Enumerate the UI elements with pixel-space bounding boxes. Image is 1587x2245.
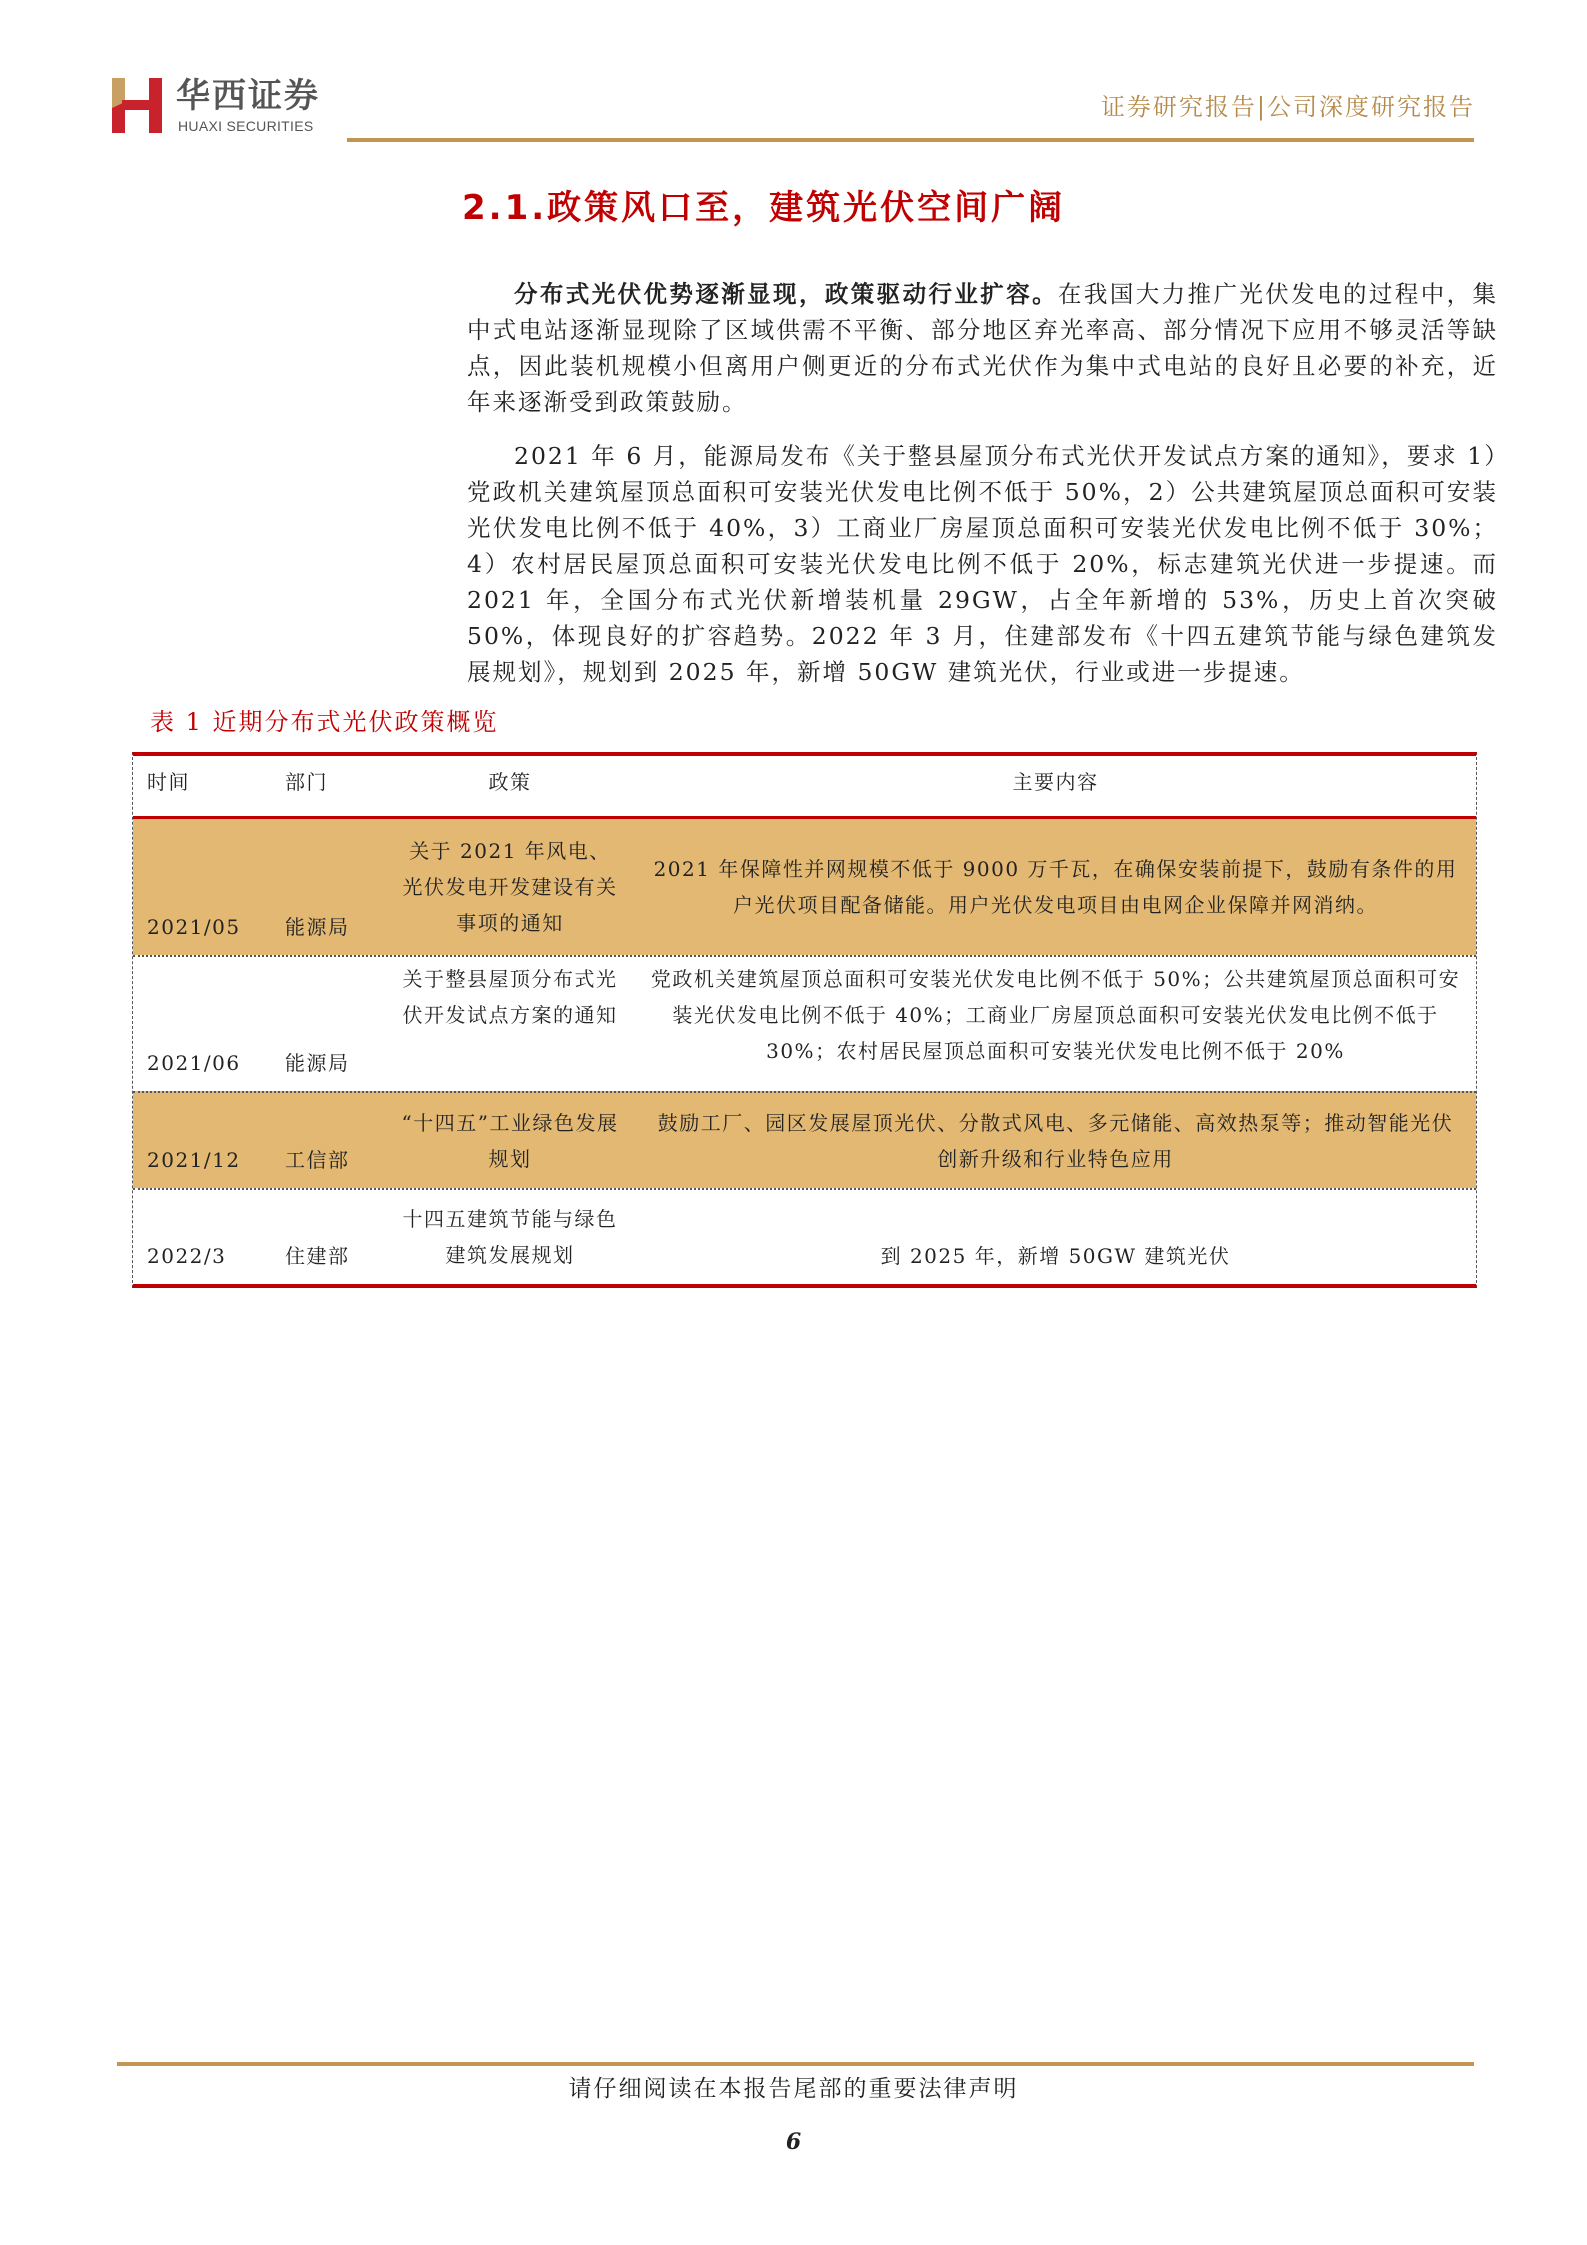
cell-time: 2022/3 — [147, 1244, 227, 1268]
cell-content: 鼓励工厂、园区发展屋顶光伏、分散式风电、多元储能、高效热泵等；推动智能光伏创新升级和行业特色应用 — [657, 1110, 1454, 1171]
footer-divider — [117, 2062, 1474, 2066]
header-time: 时间 — [147, 770, 190, 794]
logo-cn: 华西证券 — [176, 76, 320, 116]
header-divider — [347, 138, 1474, 142]
cell-dept: 工信部 — [285, 1148, 350, 1172]
cell-dept: 能源局 — [285, 1051, 350, 1075]
policy-table — [132, 752, 1477, 1288]
paragraph-lead: 分布式光伏优势逐渐显现，政策驱动行业扩容。 — [514, 280, 1059, 308]
section-title: 2.1.政策风口至，建筑光伏空间广阔 — [462, 188, 1066, 228]
main-content — [0, 186, 1587, 1288]
paragraph-text: 2021 年 6 月，能源局发布《关于整县屋顶分布式光伏开发试点方案的通知》，要求 1）党政机关建筑屋顶总面积可安装光伏发电比例不低于 50%，2）公共建筑屋顶总面积可安装光伏发电比例不低于 40%，3）工商业厂房屋顶总面积可安装光伏发电比例不低于 30%；4）农村居民屋顶总面积可安装光伏发电比例不低于 20%，标志建筑光伏进一步提速。而 2021 年，全国分布式光伏新增装机量 29GW，占全年新增的 53%，历史上首次突破 50%，体现良好的扩容趋势。2022 年 3 月，住建部发布《十四五建筑节能与绿色建筑发展规划》，规划到 2025 年，新增 50GW 建筑光伏，行业或进一步提速。 — [467, 442, 1498, 686]
header-content: 主要内容 — [1012, 770, 1099, 794]
table-row — [133, 1091, 1476, 1188]
report-type — [1101, 92, 1475, 122]
paragraph-2 — [467, 438, 1498, 690]
cell-content: 党政机关建筑屋顶总面积可安装光伏发电比例不低于 50%；公共建筑屋顶总面积可安装光伏发电比例不低于 40%；工商业厂房屋顶总面积可安装光伏发电比例不低于 30%；农村居民屋顶总面积可安装光伏发电比例不低于 20% — [650, 967, 1461, 1063]
cell-policy: 十四五建筑节能与绿色建筑发展规划 — [402, 1207, 618, 1267]
huaxi-logo — [112, 76, 332, 136]
header-dept: 部门 — [285, 770, 328, 794]
cell-time: 2021/12 — [147, 1148, 241, 1172]
report-type-a: 证券研究报告 — [1100, 93, 1257, 121]
table-row — [133, 1188, 1476, 1284]
cell-content: 2021 年保障性并网规模不低于 9000 万千瓦，在确保安装前提下，鼓励有条件的用户光伏项目配备储能。用户光伏发电项目由电网企业保障并网消纳。 — [653, 857, 1458, 917]
cell-policy: 关于整县屋顶分布式光伏开发试点方案的通知 — [402, 967, 618, 1027]
cell-dept: 住建部 — [285, 1244, 350, 1268]
cell-time: 2021/05 — [147, 915, 241, 939]
logo-en: HUAXI SECURITIES — [178, 118, 314, 134]
logo-mark-icon — [112, 78, 162, 133]
cell-content: 到 2025 年，新增 50GW 建筑光伏 — [880, 1244, 1231, 1268]
page-number: 6 — [785, 2129, 802, 2155]
report-type-sep: | — [1256, 93, 1267, 121]
paragraph-1 — [467, 276, 1498, 420]
table-row — [133, 819, 1476, 955]
cell-time: 2021/06 — [147, 1051, 241, 1075]
header-policy: 政策 — [488, 770, 532, 794]
table-row — [133, 955, 1476, 1091]
report-type-b: 公司深度研究报告 — [1267, 93, 1475, 121]
table-caption: 表 1 近期分布式光伏政策概览 — [150, 708, 499, 736]
legal-notice: 请仔细阅读在本报告尾部的重要法律声明 — [568, 2076, 1019, 2102]
table-header-row — [133, 756, 1476, 819]
cell-policy: 关于 2021 年风电、光伏发电开发建设有关事项的通知 — [402, 839, 618, 935]
paragraph-text: 在我国大力推广光伏发电的过程中，集中式电站逐渐显现除了区域供需不平衡、部分地区弃光率高、部分情况下应用不够灵活等缺点，因此装机规模小但离用户侧更近的分布式光伏作为集中式电站的良好且必要的补充，近年来逐渐受到政策鼓励。 — [467, 280, 1499, 416]
cell-dept: 能源局 — [285, 915, 350, 939]
cell-policy: “十四五”工业绿色发展规划 — [401, 1110, 619, 1171]
